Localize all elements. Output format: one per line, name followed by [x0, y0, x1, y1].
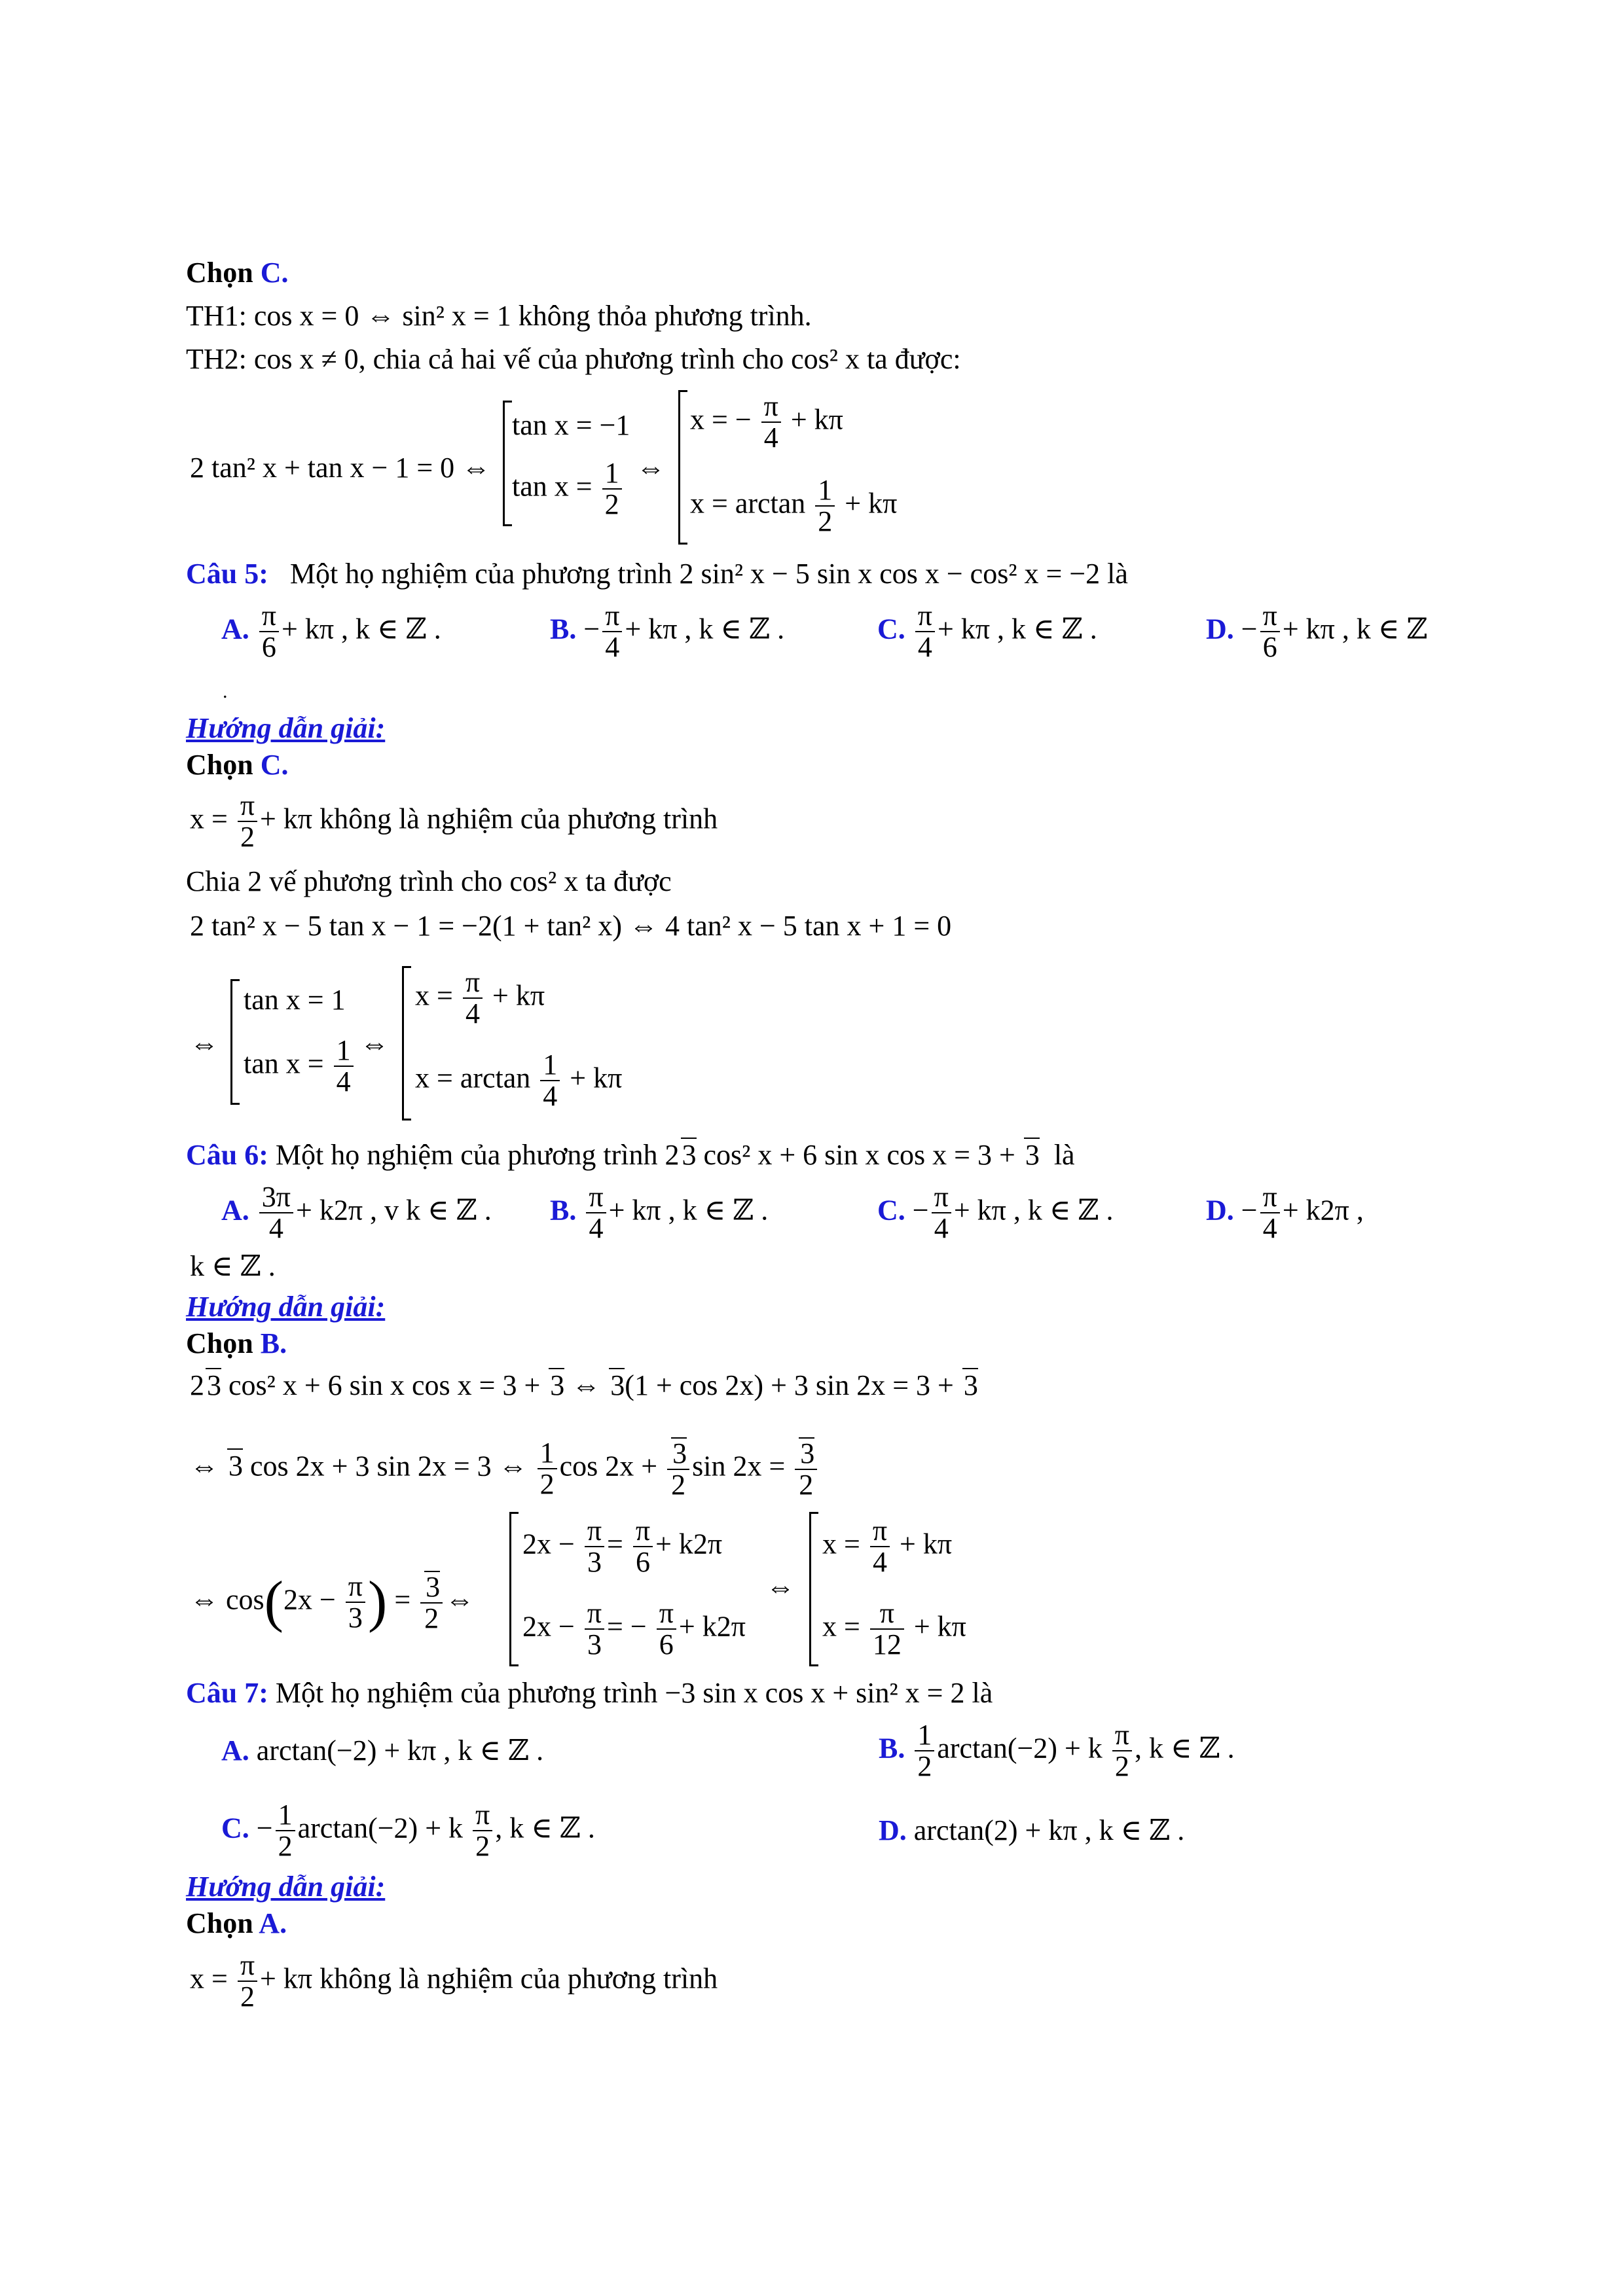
math-text: Câu 5: — [186, 558, 268, 590]
sqrt-radicand: 3 — [800, 1437, 815, 1469]
math-text: = — [607, 1528, 623, 1560]
math-text: Chọn — [186, 1907, 253, 1939]
fraction-denominator: 2 — [1114, 1750, 1129, 1783]
fraction-numerator: π — [932, 1182, 951, 1213]
fraction — [932, 1182, 951, 1244]
math-text: + kπ — [570, 1062, 623, 1094]
system-row — [522, 1516, 722, 1577]
math-text: + k2π — [678, 1610, 746, 1643]
parenthesis: ) — [368, 1570, 388, 1634]
equivalence-sign: ⇔ — [766, 1571, 795, 1603]
fraction — [238, 1950, 257, 2012]
fraction-denominator: 3 — [348, 1602, 363, 1634]
fraction-denominator: 4 — [268, 1212, 283, 1245]
math-text: − — [1241, 613, 1258, 645]
fraction — [870, 1598, 904, 1660]
math-text: x = — [190, 802, 228, 835]
fraction-numerator — [667, 1437, 689, 1470]
math-text: x = − — [690, 403, 752, 436]
th1-line: TH1: cos x = 0 ⇔ sin² x = 1 không thỏa phương trình. — [186, 300, 812, 332]
solution-line: Chia 2 vế phương trình cho cos² x ta được — [186, 865, 672, 897]
math-text: − — [583, 613, 600, 645]
sqrt-radicand: 3 — [426, 1571, 441, 1603]
fraction-denominator: 4 — [336, 1066, 351, 1098]
fraction-denominator: 2 — [539, 1468, 555, 1501]
math-text: D. — [1206, 1194, 1234, 1227]
fraction — [238, 791, 257, 852]
option-c[interactable] — [221, 1800, 595, 1861]
math-text: 2x − — [522, 1610, 575, 1643]
fraction-numerator: π — [346, 1571, 365, 1603]
fraction-denominator: 4 — [763, 422, 778, 454]
fraction — [259, 601, 279, 662]
equation-left: 2 tan² x + tan x − 1 = 0 ⇔ — [190, 452, 491, 484]
system-row — [690, 475, 897, 537]
math-text: C. — [877, 613, 905, 645]
fraction-denominator: 4 — [934, 1212, 949, 1245]
math-text: Câu 6: — [186, 1139, 268, 1171]
math-text: + kπ — [845, 487, 898, 520]
fraction-denominator: 2 — [799, 1469, 814, 1501]
solution-line — [190, 1571, 474, 1634]
fraction-numerator: π — [238, 791, 257, 822]
system-row — [512, 458, 625, 520]
fraction — [540, 1050, 560, 1111]
option-c[interactable] — [877, 1182, 1114, 1244]
system-bracket — [509, 1512, 511, 1666]
math-text: ⇔ — [572, 1369, 601, 1401]
fraction — [870, 1516, 890, 1577]
math-text: x = arctan — [690, 487, 806, 520]
math-text: + kπ không là nghiệm của phương trình — [260, 1962, 718, 1995]
math-text: C. — [221, 1812, 249, 1844]
math-text: ⇔ — [190, 1450, 219, 1482]
math-text: + kπ , k ∈ ℤ . — [953, 1194, 1114, 1227]
sqrt-3: 3 — [1025, 1139, 1040, 1171]
solution-line: 2 tan² x − 5 tan x − 1 = −2(1 + tan² x) ⇔ 4 tan² x − 5 tan x + 1 = 0 — [190, 910, 952, 942]
math-text: A. — [221, 1734, 249, 1767]
fraction-numerator: π — [463, 967, 483, 999]
system-bracket — [230, 979, 232, 1105]
option-d-wrap: k ∈ ℤ . — [190, 1250, 276, 1282]
equivalence-sign: ⇔ — [636, 452, 665, 484]
math-text: x = — [822, 1610, 860, 1643]
fraction-numerator: π — [915, 601, 935, 632]
question-7 — [186, 1677, 993, 1710]
fraction — [657, 1598, 676, 1660]
system-row — [244, 1035, 356, 1097]
chon-line — [186, 1327, 287, 1361]
fraction — [585, 1598, 604, 1660]
fraction-numerator: π — [761, 391, 781, 423]
system-row — [415, 1050, 622, 1111]
math-text: , k ∈ ℤ . — [1134, 1732, 1235, 1765]
math-text: Chọn — [186, 257, 253, 289]
fraction-numerator: π — [473, 1800, 492, 1831]
chon-line — [186, 749, 289, 782]
fraction-denominator: 4 — [465, 997, 480, 1030]
fraction-denominator: 2 — [278, 1830, 293, 1863]
math-text: cos 2x + 3 sin 2x = 3 ⇔ — [250, 1450, 528, 1482]
sqrt-radicand: 3 — [228, 1450, 243, 1482]
math-text: A. — [259, 1907, 287, 1939]
system-row — [522, 1598, 746, 1660]
fraction-denominator: 2 — [604, 488, 619, 521]
math-text: − — [256, 1812, 273, 1844]
fraction-numerator: 1 — [538, 1438, 557, 1469]
chon-line — [186, 1907, 287, 1941]
fraction-denominator: 2 — [671, 1469, 686, 1501]
math-text: x = — [822, 1528, 860, 1560]
math-text: là — [1053, 1139, 1075, 1171]
option-d[interactable] — [879, 1814, 1184, 1848]
fraction-numerator: π — [238, 1950, 257, 1982]
fraction-numerator: π — [602, 601, 622, 632]
option-b[interactable] — [879, 1720, 1235, 1782]
fraction — [761, 391, 781, 453]
math-text: B. — [550, 613, 577, 645]
fraction-denominator: 6 — [1262, 631, 1277, 664]
system-row — [415, 967, 545, 1029]
fraction-numerator: π — [586, 1182, 606, 1213]
math-text: sin 2x = — [692, 1450, 786, 1482]
solution-heading: Hướng dẫn giải: — [186, 1871, 386, 1903]
fraction-numerator: π — [657, 1598, 676, 1630]
math-text: ⇔ cos — [190, 1583, 264, 1616]
fraction-denominator: 2 — [424, 1602, 439, 1635]
fraction-numerator: 3π — [259, 1182, 293, 1213]
fraction-numerator: π — [870, 1598, 904, 1630]
fraction-numerator: π — [259, 601, 279, 632]
option-b[interactable] — [550, 601, 784, 662]
fraction-numerator: π — [585, 1598, 604, 1630]
system-bracket — [503, 401, 505, 526]
sqrt-radicand: 3 — [610, 1369, 625, 1401]
equivalence-sign: ⇔ — [360, 1028, 389, 1060]
fraction — [276, 1800, 295, 1861]
fraction-denominator: 4 — [872, 1546, 887, 1579]
system-row: tan x = −1 — [512, 409, 630, 441]
th2-line: TH2: cos x ≠ 0, chia cả hai vế của phương trình cho cos² x ta được: — [186, 343, 961, 375]
math-text: Một họ nghiệm của phương trình 2 sin² x − 5 sin x cos x − cos² x = −2 là — [289, 558, 1128, 590]
math-text: ⇔ — [445, 1583, 475, 1616]
fraction-denominator: 2 — [917, 1750, 932, 1783]
question-5 — [186, 558, 1128, 591]
system-bracket — [809, 1512, 811, 1666]
fraction-denominator: 4 — [605, 631, 620, 664]
math-text: A. — [221, 1194, 249, 1227]
solution-heading: Hướng dẫn giải: — [186, 712, 386, 744]
sqrt-radicand: 3 — [963, 1369, 978, 1401]
solution-line — [190, 1950, 718, 2012]
fraction-denominator: 4 — [589, 1212, 604, 1245]
math-text: + kπ , k ∈ ℤ . — [938, 613, 1097, 645]
math-text: B. — [879, 1732, 905, 1765]
fraction-numerator: 1 — [602, 458, 622, 490]
fraction-denominator: 3 — [587, 1628, 602, 1661]
math-text: 2x − — [522, 1528, 575, 1560]
option-d[interactable] — [1206, 601, 1428, 662]
math-text: + kπ , k ∈ ℤ . — [625, 613, 785, 645]
fraction-numerator: 1 — [815, 475, 835, 507]
option-b[interactable] — [550, 1182, 768, 1244]
fraction-numerator: π — [633, 1516, 653, 1547]
solution-line — [190, 1368, 978, 1403]
math-text: + kπ — [913, 1610, 966, 1643]
fraction — [1112, 1720, 1132, 1782]
fraction — [586, 1182, 606, 1244]
math-text: C. — [260, 749, 289, 781]
math-text: x = — [190, 1962, 228, 1995]
option-a[interactable] — [221, 601, 441, 662]
solution-line — [190, 791, 718, 852]
math-text: arctan(−2) + k — [297, 1812, 464, 1844]
math-text: Một họ nghiệm của phương trình −3 sin x cos x + sin² x = 2 là — [275, 1677, 993, 1709]
math-text: B. — [550, 1194, 577, 1227]
math-text: cos² x + 6 sin x cos x = 3 + — [228, 1369, 541, 1401]
system-row: tan x = 1 — [244, 984, 346, 1016]
fraction — [463, 967, 483, 1029]
fraction-denominator: 4 — [543, 1080, 558, 1113]
fraction — [538, 1438, 557, 1499]
system-bracket — [678, 390, 680, 545]
fraction-numerator: 1 — [540, 1050, 560, 1081]
fraction — [473, 1800, 492, 1861]
math-text: (1 + cos 2x) + 3 sin 2x = 3 + — [625, 1369, 954, 1401]
fraction-numerator: π — [1112, 1720, 1132, 1751]
math-text: A. — [221, 613, 249, 645]
fraction — [815, 475, 835, 537]
sqrt-3: 3 — [682, 1139, 697, 1171]
math-text: C. — [877, 1194, 905, 1227]
fraction — [1260, 1182, 1280, 1244]
fraction — [259, 1182, 293, 1244]
math-text: Chọn — [186, 749, 253, 781]
math-text: + kπ không là nghiệm của phương trình — [260, 802, 718, 835]
fraction-denominator: 3 — [587, 1546, 602, 1579]
math-text: x = arctan — [415, 1062, 531, 1094]
math-text: + k2π — [655, 1528, 723, 1560]
math-text: cos 2x + — [559, 1450, 658, 1482]
fraction-denominator: 2 — [475, 1830, 490, 1863]
math-text: D. — [879, 1814, 907, 1846]
math-text: − — [912, 1194, 929, 1227]
math-text: Câu 7: — [186, 1677, 268, 1709]
fraction-denominator: 2 — [240, 821, 255, 853]
math-text: = − — [607, 1610, 647, 1643]
math-text: x = — [415, 979, 453, 1012]
sqrt-radicand: 3 — [207, 1369, 221, 1401]
sqrt-radicand: 3 — [672, 1437, 687, 1469]
fraction-numerator: 1 — [276, 1800, 295, 1831]
math-text: + kπ , k ∈ ℤ — [1282, 613, 1428, 645]
option-a[interactable] — [221, 1734, 543, 1768]
math-text: 2 — [190, 1369, 204, 1401]
math-text: arctan(2) + kπ , k ∈ ℤ . — [913, 1814, 1185, 1846]
system-row — [822, 1598, 966, 1660]
math-text: tan x = — [512, 470, 593, 503]
math-text: 2x − — [283, 1583, 336, 1616]
fraction-denominator: 2 — [818, 505, 833, 538]
fraction — [915, 601, 935, 662]
system-row — [822, 1516, 952, 1577]
math-text: + k2π , — [1282, 1194, 1364, 1227]
math-text: C. — [260, 257, 289, 289]
parenthesis: ( — [264, 1570, 283, 1634]
fraction — [1260, 601, 1280, 662]
fraction — [667, 1437, 689, 1500]
fraction — [602, 458, 622, 520]
fraction-denominator: 4 — [1262, 1212, 1277, 1245]
equivalence-sign: ⇔ — [190, 1028, 219, 1060]
fraction-numerator: π — [870, 1516, 890, 1547]
math-text: D. — [1206, 613, 1234, 645]
math-text: tan x = — [244, 1047, 324, 1080]
fraction-numerator: 1 — [915, 1720, 934, 1751]
fraction — [334, 1035, 354, 1097]
fraction — [633, 1516, 653, 1577]
solution-heading: Hướng dẫn giải: — [186, 1291, 386, 1323]
option-c[interactable] — [877, 601, 1097, 662]
math-text: Chọn — [186, 1327, 253, 1359]
math-text: arctan(−2) + k — [937, 1732, 1103, 1765]
stray-dot: . — [223, 681, 228, 702]
fraction-numerator: 1 — [334, 1035, 354, 1067]
fraction-numerator: π — [585, 1516, 604, 1547]
math-text: + kπ , k ∈ ℤ . — [282, 613, 441, 645]
solution-line — [190, 1437, 820, 1500]
fraction — [915, 1720, 934, 1782]
option-a[interactable] — [221, 1182, 492, 1244]
math-text: cos² x + 6 sin x cos x = 3 + — [703, 1139, 1015, 1171]
chon-line — [186, 257, 289, 290]
math-text: − — [1241, 1194, 1258, 1227]
fraction — [795, 1437, 817, 1500]
math-text: + kπ — [900, 1528, 953, 1560]
sqrt-radicand: 3 — [550, 1369, 565, 1401]
fraction — [346, 1571, 365, 1633]
question-6 — [186, 1138, 1075, 1172]
fraction-denominator: 12 — [872, 1628, 902, 1661]
fraction-denominator: 6 — [659, 1628, 674, 1661]
math-text: + k2π , v k ∈ ℤ . — [296, 1194, 492, 1227]
fraction-numerator — [420, 1571, 443, 1604]
fraction-numerator: π — [1260, 1182, 1280, 1213]
math-text: + kπ — [790, 403, 843, 436]
math-text: + kπ — [492, 979, 545, 1012]
fraction — [585, 1516, 604, 1577]
fraction-denominator: 2 — [240, 1981, 255, 2013]
system-row — [690, 391, 843, 453]
fraction-numerator — [795, 1437, 817, 1470]
math-text: Một họ nghiệm của phương trình 2 — [275, 1139, 680, 1171]
math-text: B. — [260, 1327, 287, 1359]
fraction-denominator: 4 — [917, 631, 932, 664]
math-text: + kπ , k ∈ ℤ . — [608, 1194, 769, 1227]
fraction-denominator: 6 — [635, 1546, 650, 1579]
fraction — [602, 601, 622, 662]
system-bracket — [402, 966, 404, 1121]
option-d[interactable] — [1206, 1182, 1364, 1244]
math-text: = — [394, 1583, 411, 1616]
math-text: , k ∈ ℤ . — [495, 1812, 595, 1844]
fraction-denominator: 6 — [261, 631, 276, 664]
math-text: arctan(−2) + kπ , k ∈ ℤ . — [256, 1734, 544, 1767]
fraction-numerator: π — [1260, 601, 1280, 632]
fraction — [420, 1571, 443, 1634]
